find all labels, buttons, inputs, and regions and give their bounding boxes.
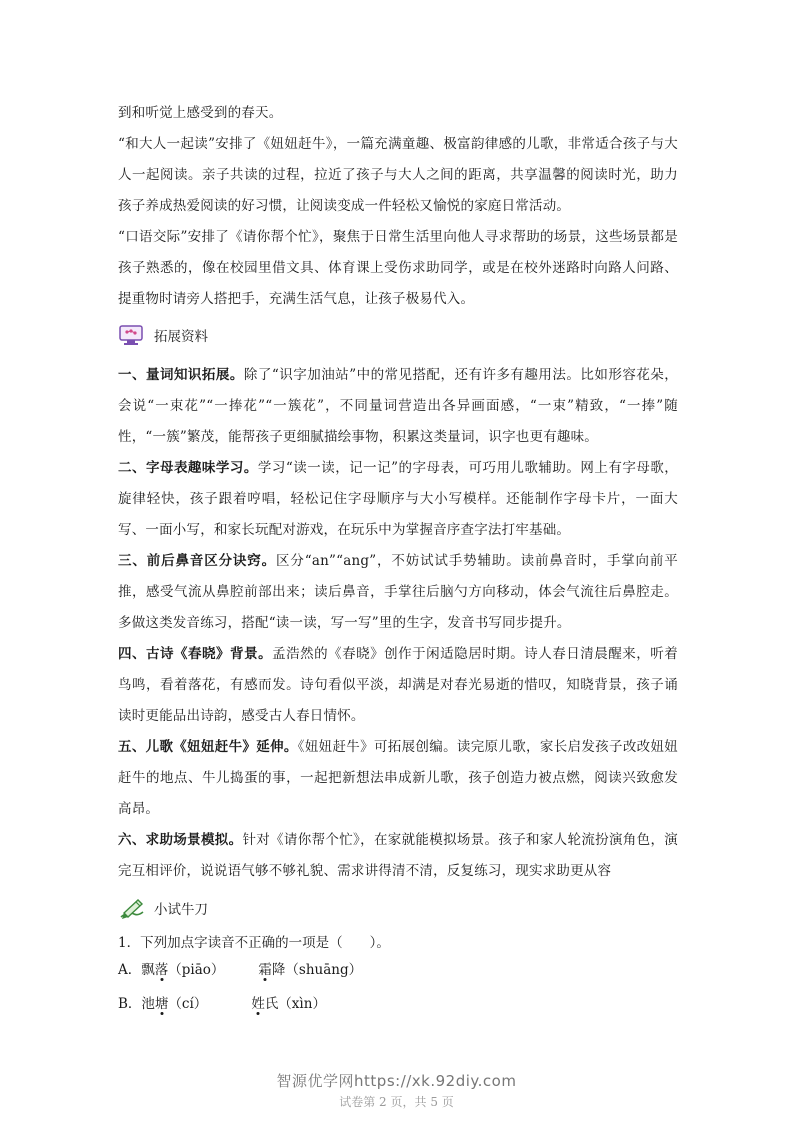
- extend-item-1-body: 除了“识字加油站”中的常见搭配，还有许多有趣用法。比如形容花朵，会说“一束花”“一捧花”“一簇花”，不同量词营造出各异画面感，“一束”精致，“一捧”随性，“一簇”繁茂，能帮孩子更细腻描绘事物，积累这类量词，识字也更有趣味。: [118, 367, 678, 445]
- extend-item-2-body: 学习“读一读，记一记”的字母表，可巧用儿歌辅助。网上有字母歌，旋律轻快，孩子跟着哼唱，轻松记住字母顺序与大小写模样。还能制作字母卡片，一面大写、一面小写，和家长玩配对游戏，在玩乐中为掌握音序查字法打牢基础。: [118, 460, 678, 538]
- paragraph-intro-end: 到和听觉上感受到的春天。: [118, 105, 283, 121]
- watermark-text: 智源优学网https://xk.92diy.com: [276, 1072, 517, 1090]
- extend-item-2-head: 二、字母表趣味学习。: [118, 460, 258, 476]
- extend-item-3-body: 区分“an”“ang”，不妨试试手势辅助。读前鼻音时，手掌向前平推，感受气流从鼻腔前部出来；读后鼻音，手掌往后脑勺方向移动，体会气流往后鼻腔走。多做这类发音练习，搭配“读一读，写一写”里的生字，发音书写同步提升。: [118, 553, 678, 631]
- option-b: [118, 992, 326, 1016]
- extend-item-5-head: 五、儿歌《妞妞赶牛》延伸。: [118, 739, 298, 755]
- option-a-word2-dotted: 霜: [258, 962, 272, 978]
- option-a-word2-rest: 降（shuāng）: [271, 962, 363, 978]
- extend-item-6-body: 针对《请你帮个忙》，在家就能模拟场景。孩子和家人轮流扮演角色，演完互相评价，说说语气够不够礼貌、需求讲得清不清，反复练习，现实求助更从容: [118, 832, 678, 879]
- option-a-label: A．: [118, 962, 142, 978]
- paragraph-read-together: “和大人一起读”安排了《妞妞赶牛》，一篇充满童趣、极富韵律感的儿歌，非常适合孩子与大人一起阅读。亲子共读的过程，拉近了孩子与大人之间的距离，共享温馨的阅读时光，助力孩子养成热爱阅读的好习惯，让阅读变成一件轻松又愉悦的家庭日常活动。: [118, 136, 678, 214]
- extend-item-6-head: 六、求助场景模拟。: [118, 832, 243, 848]
- extend-item-1-head: 一、量词知识拓展。: [118, 367, 244, 383]
- option-a-word1-pinyin: （piāo）: [168, 962, 225, 978]
- option-b-word2-rest: 氏（xìn）: [264, 996, 326, 1012]
- paragraph-oral-communication: “口语交际”安排了《请你帮个忙》，聚焦于日常生活里向他人寻求帮助的场景，这些场景都是孩子熟悉的，像在校园里借文具、体育课上受伤求助同学，或是在校外迷路时向路人问路、提重物时请旁人搭把手，充满生活气息，让孩子极易代入。: [118, 229, 678, 307]
- extend-item-3: [118, 546, 678, 639]
- option-a-word1-pre: 飘: [141, 962, 155, 978]
- extend-item-4-body: 孟浩然的《春晓》创作于闲适隐居时期。诗人春日清晨醒来，听着鸟鸣，看着落花，有感而发。诗句看似平淡，却满是对春光易逝的惜叹，知晓背景，孩子诵读时更能品出诗韵，感受古人春日情怀。: [118, 646, 678, 724]
- question-stem: 1．下列加点字读音不正确的一项是（ ）。: [118, 935, 390, 951]
- extend-item-5: [118, 732, 678, 825]
- extend-item-2: [118, 453, 678, 546]
- section-title-quiz: 小试牛刀: [154, 902, 208, 918]
- extend-item-1: [118, 360, 678, 453]
- option-b-label: B．: [118, 996, 142, 1012]
- extend-item-5-body: 《妞妞赶牛》可拓展创编。读完原儿歌，家长启发孩子改改妞妞赶牛的地点、牛儿捣蛋的事，一起把新想法串成新儿歌，孩子创造力被点燃，阅读兴致愈发高昂。: [118, 739, 678, 817]
- option-b-word1-pre: 池: [141, 996, 155, 1012]
- section-header-extend: [118, 322, 208, 348]
- section-title-extend: 拓展资料: [154, 329, 208, 345]
- option-b-word1-dotted: 塘: [154, 996, 169, 1012]
- extend-item-6: [118, 825, 678, 887]
- page-number: 试卷第 2 页，共 5 页: [339, 1095, 454, 1109]
- option-b-word2-dotted: 姓: [251, 996, 265, 1012]
- extend-item-3-head: 三、前后鼻音区分诀窍。: [118, 553, 277, 569]
- monitor-icon: [118, 324, 144, 346]
- option-a-word1-dotted: 落: [154, 962, 169, 978]
- option-a: [118, 958, 362, 982]
- extend-item-4: [118, 639, 678, 732]
- option-b-word1-pinyin: （cí）: [168, 996, 208, 1012]
- pen-writing-icon: [118, 897, 144, 919]
- extend-item-4-head: 四、古诗《春晓》背景。: [118, 646, 273, 662]
- section-header-quiz: [118, 895, 208, 921]
